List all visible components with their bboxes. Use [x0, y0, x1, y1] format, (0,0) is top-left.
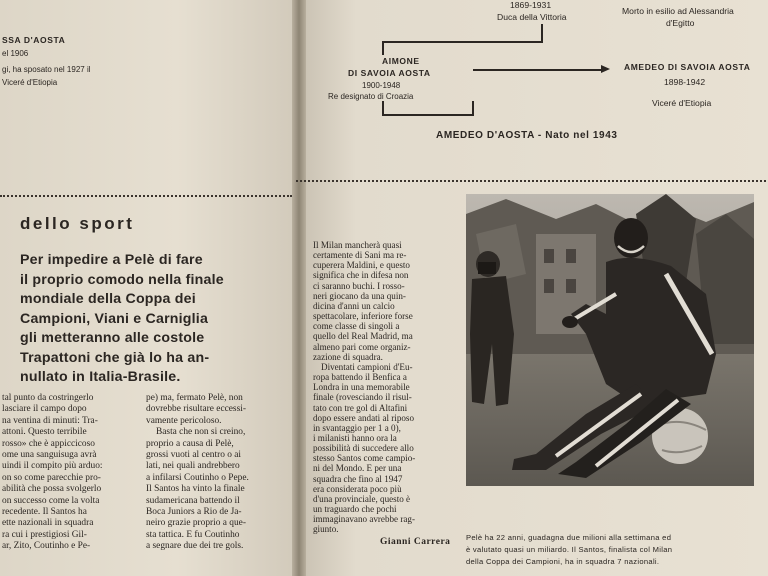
text-line: ome una sanguisuga avrà [2, 450, 97, 461]
pele-photo [466, 194, 754, 486]
text-line: Londra in una memorabile [313, 382, 410, 393]
aimone-name: AIMONE [382, 56, 420, 66]
text-line: recedente. Il Santos ha [2, 507, 87, 518]
text-line: finale (rovesciando il risul- [313, 392, 412, 403]
text-line: almeno pari come organiz- [313, 341, 411, 352]
text-line: attoni. Questo terribile [2, 427, 87, 438]
text-line: dicina d'anni un calcio [313, 300, 395, 311]
text-line: un traguardo che pochi [313, 504, 397, 515]
text-line: on so come parecchie pro- [2, 472, 101, 483]
tree-arrow-line [473, 69, 603, 71]
headline-line: nullato in Italia-Brasile. [20, 369, 181, 385]
text-line: ar, Zito, Coutinho e Pe- [2, 541, 91, 552]
text-line: sta tattica. E fu Coutinho [146, 529, 240, 540]
text-line: dopo essere andati al riposo [313, 412, 415, 423]
text-line: in svantaggio per 1 a 0), [313, 422, 401, 433]
dotted-divider [296, 180, 766, 182]
genealogy-top-title: Duca della Vittoria [497, 12, 567, 22]
text-line: squadra che fino al 1947 [313, 473, 403, 484]
text-line: Boca Juniors a Rio de Ja- [146, 507, 242, 518]
arrow-right-icon [601, 65, 610, 73]
amedeo-senior-years: 1898-1942 [664, 77, 706, 87]
genealogy-left-marriage: gi, ha sposato nel 1927 il [2, 65, 91, 74]
tree-connector [382, 114, 474, 116]
tree-connector [382, 41, 543, 43]
text-line: certamente di Sani ma re- [313, 250, 407, 261]
headline-line: il proprio comodo nella finale [20, 271, 224, 288]
page-gutter [292, 0, 306, 576]
text-line: come classe di singoli a [313, 321, 400, 332]
amedeo-junior-name: AMEDEO D'AOSTA - Nato nel 1943 [436, 130, 618, 141]
text-line: ropa battendo il Benfica a [313, 372, 407, 383]
text-line: pe) ma, fermato Pelè, non [146, 393, 243, 403]
text-line: significa che in difesa non [313, 270, 409, 281]
genealogy-top-years: 1869-1931 [510, 0, 552, 10]
text-line: quello del Real Madrid, ma [313, 331, 413, 342]
photo-caption [466, 532, 672, 568]
text-line: spettacolare, inferiore forse [313, 311, 413, 322]
text-line: vamente pericoloso. [146, 415, 222, 426]
text-line: tato con tre gol di Altafini [313, 402, 408, 413]
text-line: tal punto da costringerlo [2, 393, 94, 403]
tree-connector [382, 101, 384, 115]
text-line: na ventina di minuti: Tra- [2, 415, 98, 426]
text-line: lasciare il campo dopo [2, 404, 87, 415]
article-column-1 [2, 393, 103, 553]
article-column-2 [146, 393, 249, 553]
aimone-years: 1900-1948 [362, 81, 401, 90]
text-line: i milanisti hanno ora la [313, 432, 397, 443]
caption-line: Pelè ha 22 anni, guadagna due milioni alla settimana ed [466, 533, 672, 542]
text-line: immaginavano avrebbe rag- [313, 514, 416, 525]
text-line: d'una provinciale, questo è [313, 493, 411, 504]
text-line: a infilarsi Coutinho o Pepe. [146, 472, 249, 483]
headline-line: gli metteranno alle costole [20, 330, 205, 346]
text-line: sudamericana battendo il [146, 495, 240, 506]
headline [20, 251, 224, 388]
headline-line: mondiale della Coppa dei [20, 291, 196, 307]
text-line: giunto. [313, 524, 339, 535]
article-author: Gianni Carrera [380, 537, 451, 547]
text-line: Il Milan mancherà quasi [313, 240, 402, 250]
headline-line: Per impedire a Pelè di fare [20, 252, 203, 268]
text-line: a segnare due dei tre gols. [146, 541, 244, 552]
tree-connector [472, 101, 474, 116]
caption-line: della Coppa dei Campioni, ha in squadra 7 nazionali. [466, 557, 660, 566]
text-line: proprio a causa di Pelè, [146, 438, 234, 449]
section-title: dello sport [20, 214, 135, 233]
text-line: grossi vuoti al centro o ai [146, 450, 242, 461]
text-line: era considerata poco più [313, 483, 402, 494]
amedeo-senior-name: AMEDEO DI SAVOIA AOSTA [624, 62, 751, 72]
text-line: Basta che non si creino, [156, 427, 246, 438]
text-line: Diventati campioni d'Eu- [321, 361, 413, 372]
text-line: Il Santos ha vinto la finale [146, 484, 245, 495]
text-line: lati, nei quali andrebbero [146, 461, 240, 472]
article-column-3 [313, 240, 415, 535]
photo-illustration [466, 194, 754, 486]
text-line: zazione di squadra. [313, 351, 383, 362]
headline-line: Campioni, Viani e Carniglia [20, 310, 209, 327]
text-line: on successo come la volta [2, 495, 100, 506]
tree-connector [382, 41, 384, 55]
text-line: ci saranno buchi. I rosso- [313, 280, 405, 291]
text-line: possibilità di succedere allo [313, 443, 414, 454]
headline-line: Trapattoni che già lo ha an- [20, 349, 210, 366]
text-line: rosso» che è appiccicoso [2, 438, 95, 449]
genealogy-left-title: Viceré d'Etiopia [2, 78, 58, 87]
text-line: ette nazionali in squadra [2, 518, 94, 529]
text-line: ra cui i prestigiosi Gil- [2, 529, 87, 540]
genealogy-top-right-death: Morto in esilio ad Alessandria [622, 6, 734, 16]
caption-line: è valutato quasi un miliardo. Il Santos, finalista col Milan [466, 545, 673, 554]
aimone-house: DI SAVOIA AOSTA [348, 68, 431, 78]
text-line: abilità che possa svolgerlo [2, 484, 102, 495]
text-line: dovrebbe risultare eccessi- [146, 404, 246, 415]
genealogy-left-birth: el 1906 [2, 49, 29, 58]
tree-connector [541, 24, 543, 42]
text-line: neri giocano da una quin- [313, 290, 406, 301]
text-line: ni del Mondo. E per una [313, 463, 402, 474]
text-line: neiro grazie proprio a que- [146, 518, 246, 529]
aimone-title: Re designato di Croazia [328, 92, 414, 101]
genealogy-top-right-place: d'Egitto [666, 18, 695, 28]
text-line: cuperera Maldini, e questo [313, 260, 410, 271]
dotted-divider [0, 195, 292, 197]
text-line: uindi il compito più arduo: [2, 461, 103, 472]
genealogy-left-name: SSA D'AOSTA [2, 35, 66, 45]
text-line: stesso Santos come campio- [313, 453, 416, 464]
amedeo-senior-title: Viceré d'Etiopia [652, 98, 712, 108]
